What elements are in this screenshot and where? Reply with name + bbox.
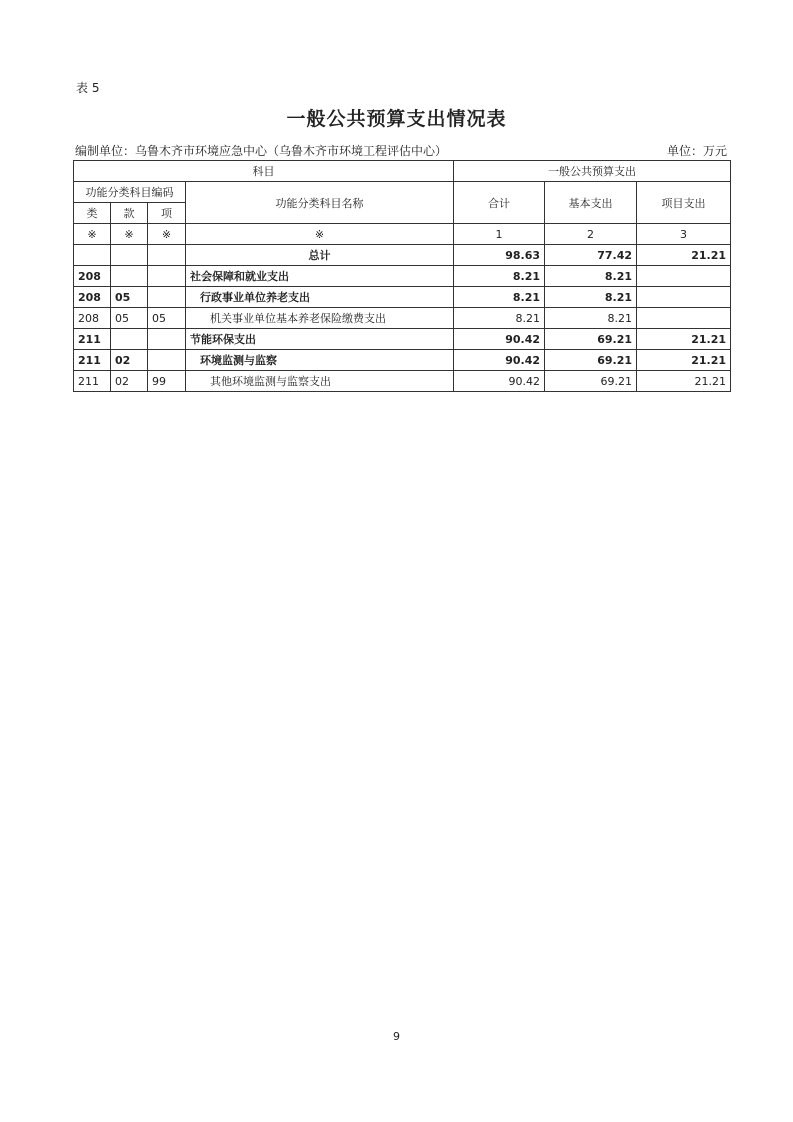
cell-kuan: 02 <box>111 371 148 392</box>
cell-lei: 208 <box>74 308 111 329</box>
cell-kuan <box>111 329 148 350</box>
budget-table <box>73 160 731 392</box>
cell-name: 其他环境监测与监察支出 <box>186 371 454 392</box>
cell-total: 8.21 <box>454 287 545 308</box>
table-row <box>74 350 731 371</box>
header-row-2 <box>74 182 731 203</box>
cell-lei: 211 <box>74 371 111 392</box>
page-title: 一般公共预算支出情况表 <box>286 108 507 130</box>
cell-project <box>637 287 731 308</box>
marker-row <box>74 224 731 245</box>
cell-name: 社会保障和就业支出 <box>186 266 454 287</box>
marker-c1: 1 <box>454 224 545 245</box>
table-row <box>74 371 731 392</box>
cell-name: 环境监测与监察 <box>186 350 454 371</box>
cell-total: 8.21 <box>454 308 545 329</box>
marker-lei: ※ <box>74 224 111 245</box>
total-amount: 98.63 <box>454 245 545 266</box>
header-row-1 <box>74 161 731 182</box>
table-row <box>74 266 731 287</box>
cell-project <box>637 266 731 287</box>
marker-c3: 3 <box>637 224 731 245</box>
cell-xiang <box>148 329 186 350</box>
cell-project: 21.21 <box>637 371 731 392</box>
cell-total: 8.21 <box>454 266 545 287</box>
header-total: 合计 <box>454 182 545 224</box>
org-unit-line: 编制单位：乌鲁木齐市环境应急中心（乌鲁木齐市环境工程评估中心） <box>75 144 448 158</box>
cell-basic: 69.21 <box>545 350 637 371</box>
total-project: 21.21 <box>637 245 731 266</box>
table-label: 表 5 <box>76 81 100 95</box>
cell-basic: 8.21 <box>545 266 637 287</box>
cell-xiang <box>148 266 186 287</box>
total-kuan <box>111 245 148 266</box>
cell-basic: 69.21 <box>545 371 637 392</box>
header-kuan: 款 <box>111 203 148 224</box>
header-lei: 类 <box>74 203 111 224</box>
header-code-group: 功能分类科目编码 <box>74 182 186 203</box>
cell-xiang: 05 <box>148 308 186 329</box>
currency-unit-line: 单位：万元 <box>666 144 727 158</box>
table-row <box>74 329 731 350</box>
cell-lei: 208 <box>74 266 111 287</box>
total-label: 总计 <box>186 245 454 266</box>
marker-kuan: ※ <box>111 224 148 245</box>
cell-project: 21.21 <box>637 350 731 371</box>
cell-lei: 211 <box>74 329 111 350</box>
cell-xiang: 99 <box>148 371 186 392</box>
marker-xiang: ※ <box>148 224 186 245</box>
marker-c2: 2 <box>545 224 637 245</box>
cell-lei: 211 <box>74 350 111 371</box>
total-basic: 77.42 <box>545 245 637 266</box>
header-name: 功能分类科目名称 <box>186 182 454 224</box>
cell-xiang <box>148 350 186 371</box>
header-project: 项目支出 <box>637 182 731 224</box>
cell-lei: 208 <box>74 287 111 308</box>
cell-name: 机关事业单位基本养老保险缴费支出 <box>186 308 454 329</box>
total-row <box>74 245 731 266</box>
table-row <box>74 308 731 329</box>
cell-project: 21.21 <box>637 329 731 350</box>
cell-kuan <box>111 266 148 287</box>
cell-total: 90.42 <box>454 350 545 371</box>
total-xiang <box>148 245 186 266</box>
header-xiang: 项 <box>148 203 186 224</box>
cell-kuan: 05 <box>111 308 148 329</box>
cell-name: 行政事业单位养老支出 <box>186 287 454 308</box>
cell-kuan: 05 <box>111 287 148 308</box>
cell-basic: 8.21 <box>545 287 637 308</box>
cell-basic: 8.21 <box>545 308 637 329</box>
cell-kuan: 02 <box>111 350 148 371</box>
header-budget: 一般公共预算支出 <box>454 161 731 182</box>
page-number: 9 <box>393 1030 400 1043</box>
cell-project <box>637 308 731 329</box>
marker-name: ※ <box>186 224 454 245</box>
cell-name: 节能环保支出 <box>186 329 454 350</box>
total-lei <box>74 245 111 266</box>
cell-total: 90.42 <box>454 329 545 350</box>
header-basic: 基本支出 <box>545 182 637 224</box>
cell-total: 90.42 <box>454 371 545 392</box>
table-row <box>74 287 731 308</box>
cell-basic: 69.21 <box>545 329 637 350</box>
header-subject: 科目 <box>74 161 454 182</box>
cell-xiang <box>148 287 186 308</box>
